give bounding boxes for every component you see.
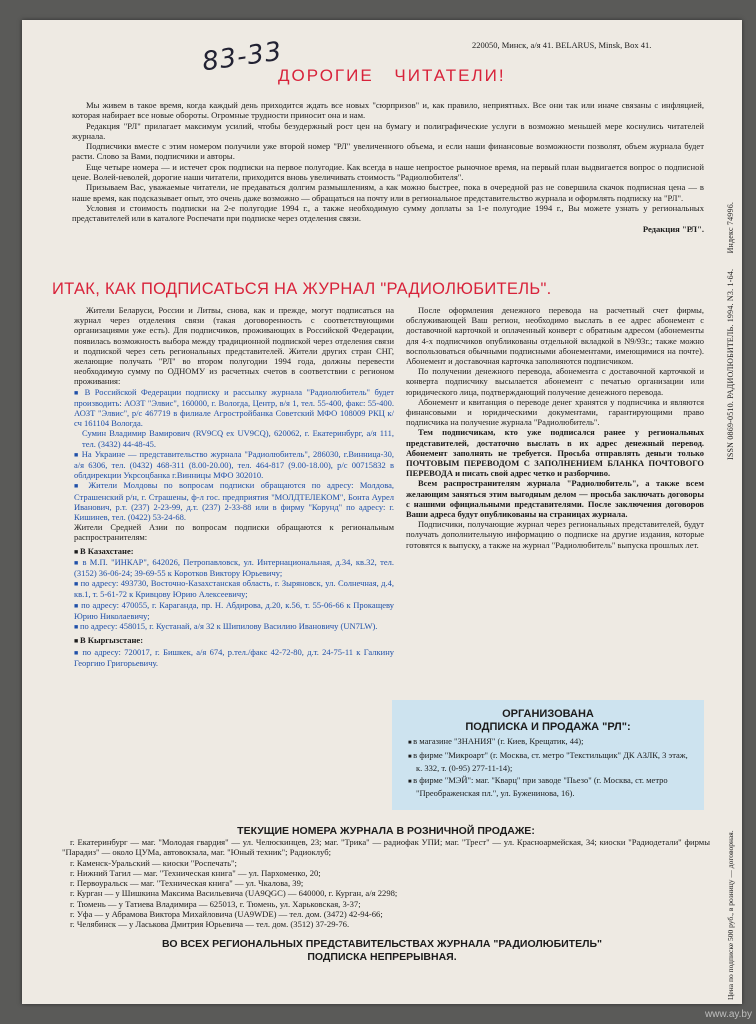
intro-paragraph: Редакция "РЛ" прилагает максимум усилий, чтобы безудержный рост цен на бумагу и полиграфические услуги в возможно меньшей мере коснулись читателей журнала.	[72, 120, 704, 141]
instructions-paragraph: Тем подписчикам, кто уже подписался ранее у региональных представителей, достаточно выслать в их адрес денежный перевод. Абонемент заполнять не требуется. Просьба отправлять деньги только ПОЧТОВЫМ ПЕРЕВОДОМ С ЗАПОЛНЕНИЕМ БЛАНКА ПОЧТОВОГО ПЕРЕВОДА и писать свой адрес четко и разборчиво.	[406, 427, 704, 479]
kazakhstan-item: ■ в М.П. "ИНКАР", 642026, Петропавловск, ул. Интернациональная, д.34, кв.32, тел. (3152) 36-06-24; 39-69-55 к Коротков Виктору Юрьевичу;	[74, 557, 394, 578]
kyrgyzstan-heading: ■ В Кыргызстане:	[74, 635, 394, 646]
right-column	[406, 305, 704, 550]
subscription-lead: Жители Беларуси, России и Литвы, снова, как и прежде, могут подписаться на журнал через отделения связи (такая договоренность с соответствующими организациями уже есть). Для подписчиков, проживающих в Российской Федерации, появилась возможность выбора между традиционной подпиской через отделения связи и подпиской через сеть региональных представителей. Жители других стран СНГ, желающие получать "РЛ" во втором полугодии 1994 года, должны перевести необходимую сумму по ОДНОМУ из расчетных счетов в соответствии с регионом проживания:	[74, 305, 394, 387]
retail-item: г. Первоуральск — маг. "Техническая книга" — ул. Чкалова, 39;	[70, 878, 304, 889]
region-russia: ■ В Российской Федерации подписку и рассылку журнала "Радиолюбитель" будет производить: АОЗТ "Элвис", 160000, г. Вологда, Центр, в/я 1, тел. 55-400, факс: 55-400. АОЗТ "Элвис", р/с 467719 в филиале Агростройбанка Советский МФО 108009 РКЦ к/сч 161104 Вологда.	[74, 387, 394, 429]
instructions-paragraph: После оформления денежного перевода на расчетный счет фирмы, обслуживающей Ваш регион, необходимо выслать в ее адрес абонемент с доставочной карточкой и оплаченный конверт с обратным адресом (абонементы для 4-х подписчиков опубликованы отдельной вкладкой в N9/93г.; также можно воспользоваться обычными подписными абонементами, имеющимися на почте). Абонемент и доставочная карточка заполняются подписчиком.	[406, 305, 704, 367]
region-moldova: ■ Жители Молдовы по вопросам подписки обращаются по адресу: Молдова, Страшенский р/н, г. Страшены, ф-л гос. предприятия "МОЛДТЕЛЕКОМ", Бонта Аурел Иванович, р.т. (237) 2-23-99, д.т. (237) 2-33-88 или в фирму "Корунд" по адресу: г. Кишинев, тел. (0422) 53-24-68.	[74, 480, 394, 522]
retail-item: г. Екатеринбург — маг. "Молодая гвардия" — ул. Челюскинцев, 23; маг. "Трика" — радиофак УПИ; маг. "Трест" — ул. Красноармейская, 34; киоски "Радиодетали" фирмы "Парадиз" — около ЦУМа, автовокзала, маг. "Юный техник"; Радиоклуб;	[62, 837, 710, 858]
instructions-paragraph: По получении денежного перевода, абонемента с доставочной карточкой и конверта подписчику высылается абонемент с печатью организации или юридического лица, подтверждающий получение денежного перевода.	[406, 366, 704, 397]
sales-point: ■ в магазине "ЗНАНИЯ" (г. Киев, Крещатик, 44);	[402, 736, 696, 748]
magazine-back-cover	[22, 20, 742, 1004]
retail-heading: ТЕКУЩИЕ НОМЕРА ЖУРНАЛА В РОЗНИЧНОЙ ПРОДАЖЕ:	[237, 825, 535, 837]
kyrgyzstan-item: ■ по адресу: 720017, г. Бишкек, а/я 674, р.тел./факс 42-72-80, д.т. 24-75-11 к Галкину Георгию Григорьевичу.	[74, 647, 394, 668]
sales-point: ■ в фирме "МЭЙ": маг. "Кварц" при заводе "Пьезо" (г. Москва, ст. метро "Преображенская пл.", ул. Буженинова, 16).	[402, 775, 696, 798]
region-central-asia: Жители Средней Азии по вопросам подписки обращаются к региональным распространителям:	[74, 522, 394, 543]
watermark: www.ay.by	[704, 1009, 752, 1020]
left-column	[74, 305, 394, 668]
retail-item: г. Челябинск — у Ласькова Дмитрия Юрьевича — тел. дом. (3512) 37-29-76.	[70, 919, 350, 930]
intro-paragraph: Призываем Вас, уважаемые читатели, не предаваться долгим размышлениям, а как можно быстрее, пока в очередной раз не совершила скачок подписная цена — в наше время, как подсказывает опыт, это очень даже возможно — обращаться на почту или в региональное представительство журнала и оформлять подписку на "РЛ".	[72, 182, 704, 203]
handwritten-note: 83-33	[200, 36, 285, 78]
issn-side-text	[726, 80, 740, 460]
instructions-paragraph: Абонемент и квитанция о переводе денег хранятся у подписчика и являются финансовыми и юридическими документами, гарантирующими право подписчика на получение журнала "Радиолюбитель".	[406, 396, 704, 428]
sales-point: ■ в фирме "Микроарт" (г. Москва, ст. метро "Текстильщик" ДК АЗЛК, 3 этаж, к. 332, т. (0-95) 277-11-14);	[402, 750, 696, 773]
region-ukraine: ■ На Украине — представительство журнала "Радиолюбитель", 286030, г.Винница-30, а/я 6306, тел. (0432) 468-311 (8.00-20.00), тел. 464-817 (9.00-18.00), р/с 00715832 в облдирекции Укрсоцбанка г.Винницы МФО 302010.	[74, 449, 394, 481]
retail-item: г. Курган — у Шишкина Максима Васильевича (UA9QGC) — 640000, г. Курган, а/я 2298;	[70, 888, 398, 899]
retail-item: г. Каменск-Уральский — киоски "Роспечать";	[70, 857, 237, 868]
intro-paragraph: Подписчики вместе с этим номером получили уже второй номер "РЛ" увеличенного объема, и если наши финансовые возможности позволят, объем журнала будет расти. Слово за Вами, подписчики и авторы.	[72, 141, 704, 162]
intro-paragraph: Мы живем в такое время, когда каждый день приходится ждать все новых "сюрпризов" и, как правило, неприятных. Все они так или иначе связаны с инфляцией, которая набирает все новые обороты. Огромные трудности приносит она и нам.	[72, 100, 704, 121]
subscription-index: Индекс 74996.	[726, 201, 735, 254]
kazakhstan-item: ■ по адресу: 458015, г. Кустанай, а/я 32 к Шипилову Василию Ивановичу (UN7LW).	[74, 621, 394, 632]
organized-sales-box	[392, 700, 704, 810]
kazakhstan-heading: ■ В Казахстане:	[74, 546, 394, 557]
organized-sales-heading: ОРГАНИЗОВАНА ПОДПИСКА И ПРОДАЖА "РЛ":	[465, 708, 631, 733]
kazakhstan-item: ■ по адресу: 470055, г. Караганда, пр. Н. Абдирова, д.20, к.56, т. 55-06-66 к Прокащеву Юрию Николаевичу;	[74, 600, 394, 621]
instructions-paragraph: Всем распространителям журнала "Радиолюбитель", а также всем желающим заняться этим выгодным делом — просьба заключать договоры с нашими официальными представителями. После заключения договоров Ваши адреса будут опубликованы на страницах журнала.	[406, 478, 704, 520]
kazakhstan-item: ■ по адресу: 493730, Восточно-Казахстанская область, г. Зыряновск, ул. Солнечная, д.4, кв.1, т. 5-61-72 к Кривцову Юрию Алексеевичу;	[74, 578, 394, 599]
footer-notice: ВО ВСЕХ РЕГИОНАЛЬНЫХ ПРЕДСТАВИТЕЛЬСТВАХ ЖУРНАЛА "РАДИОЛЮБИТЕЛЬ" ПОДПИСКА НЕПРЕРЫВНАЯ.	[162, 938, 602, 963]
region-russia-rep: Сумин Владимир Вамирович (RV9CQ ex UV9CQ), 620062, г. Екатеринбург, а/я 111, тел. (3432) 44-48-45.	[82, 428, 394, 449]
price-side-text: Цена по подписке 500 руб., в розницу — договорная.	[726, 830, 735, 1000]
retail-item: г. Нижний Тагил — маг. "Техническая книга" — ул. Пархоменко, 20;	[70, 867, 321, 878]
heading-dear-readers: ДОРОГИЕ ЧИТАТЕЛИ!	[278, 66, 506, 85]
issn-line: ISSN 0869-0510. РАДИОЛЮБИТЕЛЬ. 1994. N3. 1-64.	[726, 268, 735, 460]
intro-paragraph: Условия и стоимость подписки на 2-е полугодие 1994 г., а также необходимую сумму доплаты за 1-е полугодие 1994 г., Вы можете узнать у региональных представителей или в каталоге Роспечати при подписке через отделения связи.	[72, 202, 704, 224]
editorial-signature: Редакция "РЛ".	[642, 223, 704, 234]
retail-item: г. Тюмень — у Татиева Владимира — 625013, г. Тюмень, ул. Харьковская, 3-37;	[70, 898, 361, 909]
retail-section	[62, 825, 710, 930]
editorial-address: 220050, Минск, а/я 41. BELARUS, Minsk, Box 41.	[472, 40, 652, 50]
intro-section	[72, 100, 704, 234]
instructions-paragraph: Подписчики, получающие журнал через региональных представителей, будут получать дополнительную информацию о подписке на другие издания, которые готовятся к выпуску, а также на журнал "Радиолюбитель" выпуска прошлых лет.	[406, 519, 704, 550]
intro-paragraph: Еще четыре номера — и истечет срок подписки на первое полугодие. Как всегда в наше непростое рыночное время, на первый план выдвигается вопрос о подписной цене. Волей-неволей, дорогие наши читатели, приходится вновь увеличивать стоимость "Радиолюбителя".	[72, 161, 704, 183]
heading-how-to-subscribe: ИТАК, КАК ПОДПИСАТЬСЯ НА ЖУРНАЛ "РАДИОЛЮБИТЕЛЬ".	[52, 280, 552, 298]
retail-item: г. Уфа — у Абрамова Виктора Михайловича (UA9WDE) — тел. дом. (3472) 42-94-66;	[70, 909, 383, 920]
